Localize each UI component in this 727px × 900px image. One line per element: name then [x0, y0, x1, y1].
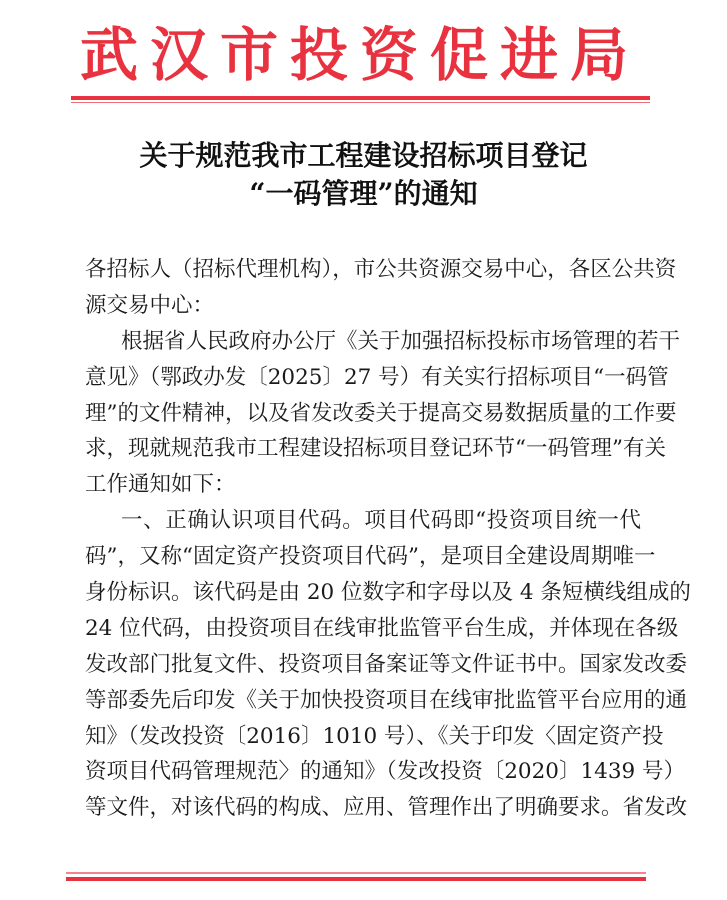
body-text-line: 根据省人民政府办公厅《关于加强招标投标市场管理的若干 [121, 328, 681, 354]
body-text-line: 等部委先后印发《关于加快投资项目在线审批监管平台应用的通 [85, 687, 688, 713]
footer-rule-thin [66, 872, 646, 874]
document-body [85, 252, 691, 826]
document-title-line-2: “一码管理”的通知 [249, 177, 478, 210]
body-text-line: 等文件，对该代码的构成、应用、管理作出了明确要求。省发改 [85, 795, 688, 821]
body-text-line: 发改部门批复文件、投资项目备案证等文件证书中。国家发改委 [85, 651, 688, 677]
body-text-line: 一、正确认识项目代码。项目代码即“投资项目统一代 [121, 508, 641, 534]
body-text-line: 求，现就规范我市工程建设招标项目登记环节“一码管理”有关 [85, 436, 666, 462]
body-text-line: 工作通知如下： [85, 472, 236, 498]
body-text-line: 知》（发改投资〔2016〕1010 号）、《关于印发〈固定资产投 [85, 723, 664, 749]
document-title-line-1: 关于规范我市工程建设招标项目登记 [139, 139, 588, 172]
body-text-line: 资项目代码管理规范〉的通知》（发改投资〔2020〕1439 号） [85, 759, 686, 785]
header-rule-thick [71, 96, 650, 100]
issuer-masthead: 武汉市投资促进局 [80, 21, 641, 89]
body-text-line: 24 位代码，由投资项目在线审批监管平台生成，并体现在各级 [85, 615, 679, 641]
footer-rule-thick [66, 877, 646, 881]
body-text-line: 码”，又称“固定资产投资项目代码”，是项目全建设周期唯一 [85, 544, 656, 570]
body-text-line: 意见》（鄂政办发〔2025〕27 号）有关实行招标项目“一码管 [85, 364, 669, 390]
body-text-line: 理”的文件精神，以及省发改委关于提高交易数据质量的工作要 [85, 400, 677, 426]
body-text-line: 各招标人（招标代理机构），市公共资源交易中心，各区公共资 [85, 257, 677, 282]
body-text-line: 源交易中心： [85, 292, 215, 318]
header-rule-thin [71, 102, 650, 103]
body-text-line: 身份标识。该代码是由 20 位数字和字母以及 4 条短横线组成的 [85, 580, 691, 606]
